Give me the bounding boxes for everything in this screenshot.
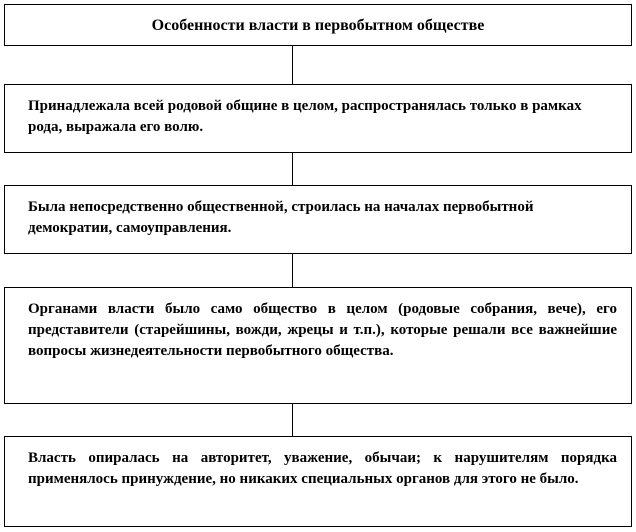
diagram-title-box: [4, 4, 632, 46]
feature-text-3: Органами власти было само общество в целом (родовые собрания, вече), его представители (старейшины, вожди, жрецы и т.п.), которые решали все важнейшие вопросы жизнедеятельности первобытного общества.: [28, 301, 617, 359]
feature-box-1: [4, 84, 632, 153]
connector-line: [292, 404, 293, 436]
connector-line: [292, 254, 293, 287]
connector-line: [292, 153, 293, 185]
feature-text-4: Власть опиралась на авторитет, уважение, обычаи; к нарушителям порядка применялось принуждение, но никаких специальных органов для этого не было.: [28, 450, 617, 487]
feature-text-1: Принадлежала всей родовой общине в целом, распространялась только в рамках рода, выражала его волю.: [28, 98, 582, 135]
feature-box-2: [4, 185, 632, 254]
feature-box-4: [4, 436, 632, 527]
diagram-title: Особенности власти в первобытном обществе: [151, 16, 485, 34]
feature-text-2: Была непосредственно общественной, строилась на началах первобытной демократии, самоуправления.: [28, 199, 534, 236]
feature-box-3: [4, 287, 632, 404]
connector-line: [292, 46, 293, 84]
